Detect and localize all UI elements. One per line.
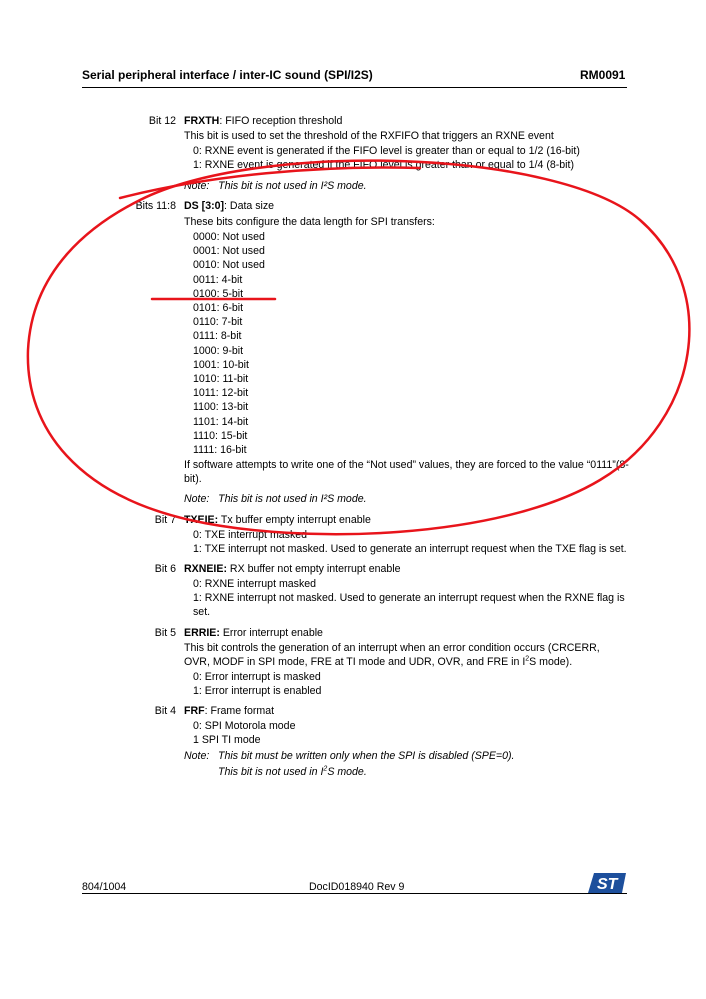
ds-value: 1011: 12-bit (193, 387, 249, 399)
bit12-desc: : FIFO reception threshold (219, 115, 343, 127)
bit5-superscript: 2 (525, 655, 530, 663)
bit5-opt0: 0: Error interrupt is masked (193, 671, 321, 683)
bit12-title (184, 115, 342, 128)
doc-id: DocID018940 Rev 9 (309, 881, 405, 893)
bits11-8-footer-line1: If software attempts to write one of the “Not used” values, they are forced to the value “0111”(8- (184, 459, 629, 471)
ds-value: 0100: 5-bit (193, 288, 244, 300)
ds-value: 1001: 10-bit (193, 359, 249, 371)
bit7-opt0: 0: TXE interrupt masked (193, 529, 308, 541)
bit4-superscript: 2 (323, 765, 328, 773)
bit6-opt1-line2: set. (193, 606, 211, 618)
bit4-title (184, 705, 274, 718)
bits11-8-intro: These bits configure the data length for SPI transfers: (184, 216, 435, 228)
bit5-line2-tail: S mode). (529, 656, 573, 668)
bit5-line1: This bit controls the generation of an interrupt when an error condition occurs (CRCERR, (184, 642, 600, 654)
bit4-note-line2-tail: S mode. (327, 766, 367, 778)
bits11-8-title (184, 200, 274, 213)
bit4-note-label: Note: (184, 750, 210, 762)
bit4-name: FRF (184, 705, 205, 717)
bits11-8-note-text: This bit is not used in I²S mode. (218, 493, 367, 505)
ds-value: 1000: 9-bit (193, 345, 244, 357)
bit12-name: FRXTH (184, 115, 220, 127)
bit12-label: Bit 12 (148, 115, 176, 127)
ds-value: 1110: 15-bit (193, 430, 248, 442)
bit5-label: Bit 5 (154, 627, 176, 639)
bit6-desc: RX buffer not empty interrupt enable (226, 563, 401, 575)
page-header-title: Serial peripheral interface / inter-IC sound (SPI/I2S) (82, 68, 373, 82)
bit7-label: Bit 7 (154, 514, 176, 526)
bit4-note-line2-text: This bit is not used in I (218, 766, 324, 778)
st-logo-text: ST (597, 876, 618, 893)
bit5-line2-text: OVR, MODF in SPI mode, FRE at TI mode and UDR, OVR, and FRE in I (184, 656, 526, 668)
bits11-8-note (184, 493, 367, 506)
bit12-note (184, 180, 367, 193)
ds-value: 0110: 7-bit (193, 316, 243, 328)
bit7-name: TXEIE: (184, 514, 219, 526)
header-rule (82, 87, 627, 88)
bits11-8-label: Bits 11:8 (135, 200, 176, 212)
bit7-desc: Tx buffer empty interrupt enable (218, 514, 371, 526)
bit12-note-label: Note: (184, 180, 210, 192)
doc-reference: RM0091 (580, 68, 626, 82)
bit4-label: Bit 4 (154, 705, 176, 717)
bits11-8-name: DS [3:0] (184, 200, 225, 212)
bit4-desc: : Frame format (204, 705, 275, 717)
bit5-line2 (184, 656, 572, 669)
bit12-opt0: 0: RXNE event is generated if the FIFO level is greater than or equal to 1/2 (16-bit) (193, 145, 580, 157)
bit12-opt1: 1: RXNE event is generated if the FIFO level is greater than or equal to 1/4 (8-bit) (193, 159, 574, 171)
bit4-opt1: 1 SPI TI mode (193, 734, 261, 746)
bit7-opt1: 1: TXE interrupt not masked. Used to generate an interrupt request when the TXE flag is set. (193, 543, 627, 555)
ds-value: 1101: 14-bit (193, 416, 249, 428)
bit6-name: RXNEIE: (184, 563, 227, 575)
ds-value: 0000: Not used (193, 231, 265, 243)
bit6-opt1-line1: 1: RXNE interrupt not masked. Used to generate an interrupt request when the RXNE flag is (193, 592, 625, 604)
bit4-note-line1: This bit must be written only when the SPI is disabled (SPE=0). (218, 750, 515, 762)
bit5-title (184, 627, 323, 640)
bit4-opt0: 0: SPI Motorola mode (193, 720, 296, 732)
bit5-desc: Error interrupt enable (219, 627, 323, 639)
page-number: 804/1004 (82, 881, 127, 893)
st-logo (588, 873, 626, 893)
ds-value: 1111: 16-bit (193, 444, 247, 456)
ds-value: 1100: 13-bit (193, 401, 249, 413)
bit6-label: Bit 6 (154, 563, 176, 575)
bit12-note-text: This bit is not used in I²S mode. (218, 180, 367, 192)
bits11-8-footer-line2: bit). (184, 473, 202, 485)
bit7-title (184, 514, 371, 527)
bit6-title (184, 563, 401, 576)
ds-value: 1010: 11-bit (193, 373, 249, 385)
ds-value: 0011: 4-bit (193, 274, 243, 286)
bit4-note-line2 (218, 766, 367, 779)
bit5-name: ERRIE: (184, 627, 220, 639)
bits11-8-desc: : Data size (224, 200, 275, 212)
bit6-opt0: 0: RXNE interrupt masked (193, 578, 317, 590)
bit12-line1: This bit is used to set the threshold of the RXFIFO that triggers an RXNE event (184, 130, 554, 142)
bit5-opt1: 1: Error interrupt is enabled (193, 685, 322, 697)
ds-value: 0101: 6-bit (193, 302, 244, 314)
bits11-8-note-label: Note: (184, 493, 210, 505)
ds-value: 0111: 8-bit (193, 330, 242, 342)
ds-value: 0001: Not used (193, 245, 265, 257)
ds-value: 0010: Not used (193, 259, 265, 271)
